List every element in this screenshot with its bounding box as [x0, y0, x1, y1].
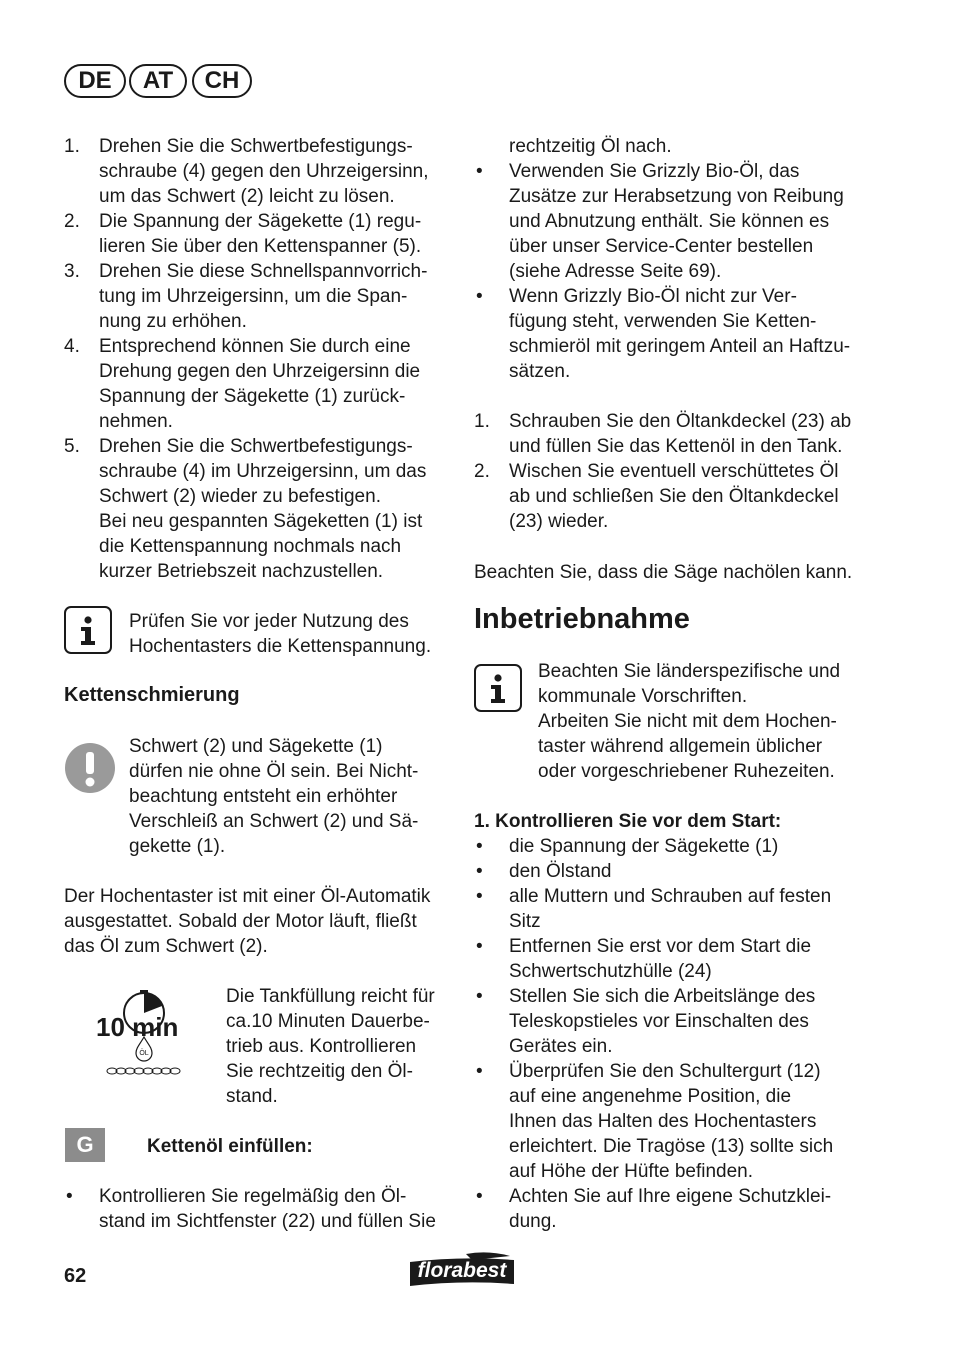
step-item: 1. Schrauben Sie den Öltankdeckel (23) ab und füllen Sie das Kettenöl in den Tank.: [474, 411, 852, 457]
info-icon: [64, 606, 112, 654]
fill-oil-bullets: [64, 1184, 459, 1234]
oil-drop-icon: [134, 1036, 154, 1062]
step-item: 5. Drehen Sie die Schwertbefestigungs- schraube (4) im Uhrzeigersinn, um das Schwert (2) wieder zu befestigen. Bei neu gespannten Sägeketten (1) ist die Kettenspannung nochmals nach kurzer Betriebszeit nachzustellen.: [64, 436, 427, 582]
timer-label: 10 min: [96, 1012, 179, 1042]
info-note-regulations: Beachten Sie länderspezifische und kommunale Vorschriften. Arbeiten Sie nicht mit dem Hochen- taster während allgemein üblicher oder vorgeschriebener Ruhezeiten.: [538, 661, 841, 782]
list-item: • Stellen Sie sich die Arbeitslänge des Teleskopstieles vor Einschalten des Gerätes ein.: [476, 986, 816, 1057]
auto-oil-paragraph: Der Hochentaster ist mit einer Öl-Automatik ausgestattet. Sobald der Motor läuft, fließt das Öl zum Schwert (2).: [64, 886, 431, 957]
step-item: 3. Drehen Sie diese Schnellspannvorrich- tung im Uhrzeigersinn, um die Span- nung zu erhöhen.: [64, 261, 428, 332]
warning-note: Schwert (2) und Sägekette (1) dürfen nie ohne Öl sein. Bei Nicht- beachtung entsteht ein erhöhter Verschleiß an Schwert (2) und Sä- gekette (1).: [129, 736, 419, 857]
florabest-logo: [406, 1252, 518, 1288]
tank-paragraph: Die Tankfüllung reicht für ca.10 Minuten Dauerbe- trieb aus. Kontrollieren Sie rechtzeitig den Öl- stand.: [226, 986, 435, 1107]
page-number: 62: [64, 1265, 87, 1287]
oil-timer-pictogram: [96, 990, 196, 1085]
list-item: • Entfernen Sie erst vor dem Start die Schwertschutzhülle (24): [476, 936, 812, 982]
list-item: • Verwenden Sie Grizzly Bio-Öl, das Zusätze zur Herabsetzung von Reibung und Abnutzung enthält. Sie können es über unser Service-Center bestellen (siehe Adresse Seite 69).: [476, 161, 844, 282]
fill-oil-heading: Kettenöl einfüllen:: [147, 1136, 313, 1157]
figure-badge-g: G: [65, 1128, 105, 1162]
logo-text: florabest: [417, 1259, 507, 1282]
country-badge-ch: CH: [192, 64, 252, 98]
fill-steps-list: [474, 409, 874, 534]
chain-icon: [106, 1065, 182, 1077]
list-item: • Überprüfen Sie den Schultergurt (12) auf eine angenehme Position, die Ihnen das Halten des Hochentasters erleichtert. Die Tragöse (13) sollte sich auf Höhe der Hüfte befinden.: [476, 1061, 834, 1182]
step-item: 2. Die Spannung der Sägekette (1) regu- lieren Sie über den Kettenspanner (5).: [64, 211, 422, 257]
oil-bullets: [474, 159, 874, 384]
warning-icon: [64, 742, 116, 794]
step-item: 1. Drehen Sie die Schwertbefestigungs- schraube (4) gegen den Uhrzeigersinn, um das Schwert (2) leicht zu lösen.: [64, 136, 429, 207]
section-title: Inbetriebnahme: [474, 603, 690, 635]
country-badge-de: DE: [64, 64, 126, 98]
list-item: • den Ölstand: [476, 861, 612, 882]
list-item: • Kontrollieren Sie regelmäßig den Öl- stand im Sichtfenster (22) und füllen Sie: [66, 1186, 436, 1232]
list-item: • Wenn Grizzly Bio-Öl nicht zur Ver- fügung steht, verwenden Sie Ketten- schmieröl mit geringem Anteil an Haftzu- sätzen.: [476, 286, 851, 382]
step-item: 4. Entsprechend können Sie durch eine Drehung gegen den Uhrzeigersinn die Spannung der Sägekette (1) zurück- nehmen.: [64, 336, 421, 432]
continued-line: rechtzeitig Öl nach.: [509, 136, 672, 157]
check-heading: 1. Kontrollieren Sie vor dem Start:: [474, 811, 782, 832]
check-bullets: [474, 834, 874, 1234]
tension-steps-list: [64, 134, 459, 584]
list-item: • Achten Sie auf Ihre eigene Schutzklei- dung.: [476, 1186, 832, 1232]
oil-label: ÖL: [139, 1050, 149, 1057]
info-note-tension: Prüfen Sie vor jeder Nutzung des Hochentasters die Kettenspannung.: [129, 611, 432, 657]
info-icon: [474, 664, 522, 712]
country-badge-at: AT: [129, 64, 187, 98]
step-item: 2. Wischen Sie eventuell verschüttetes Öl ab und schließen Sie den Öltankdeckel (23) wieder.: [474, 461, 839, 532]
list-item: • alle Muttern und Schrauben auf festen Sitz: [476, 886, 832, 932]
reoil-note: Beachten Sie, dass die Säge nachölen kann.: [474, 562, 853, 583]
list-item: • die Spannung der Sägekette (1): [476, 836, 779, 857]
lubrication-heading: Kettenschmierung: [64, 684, 240, 706]
